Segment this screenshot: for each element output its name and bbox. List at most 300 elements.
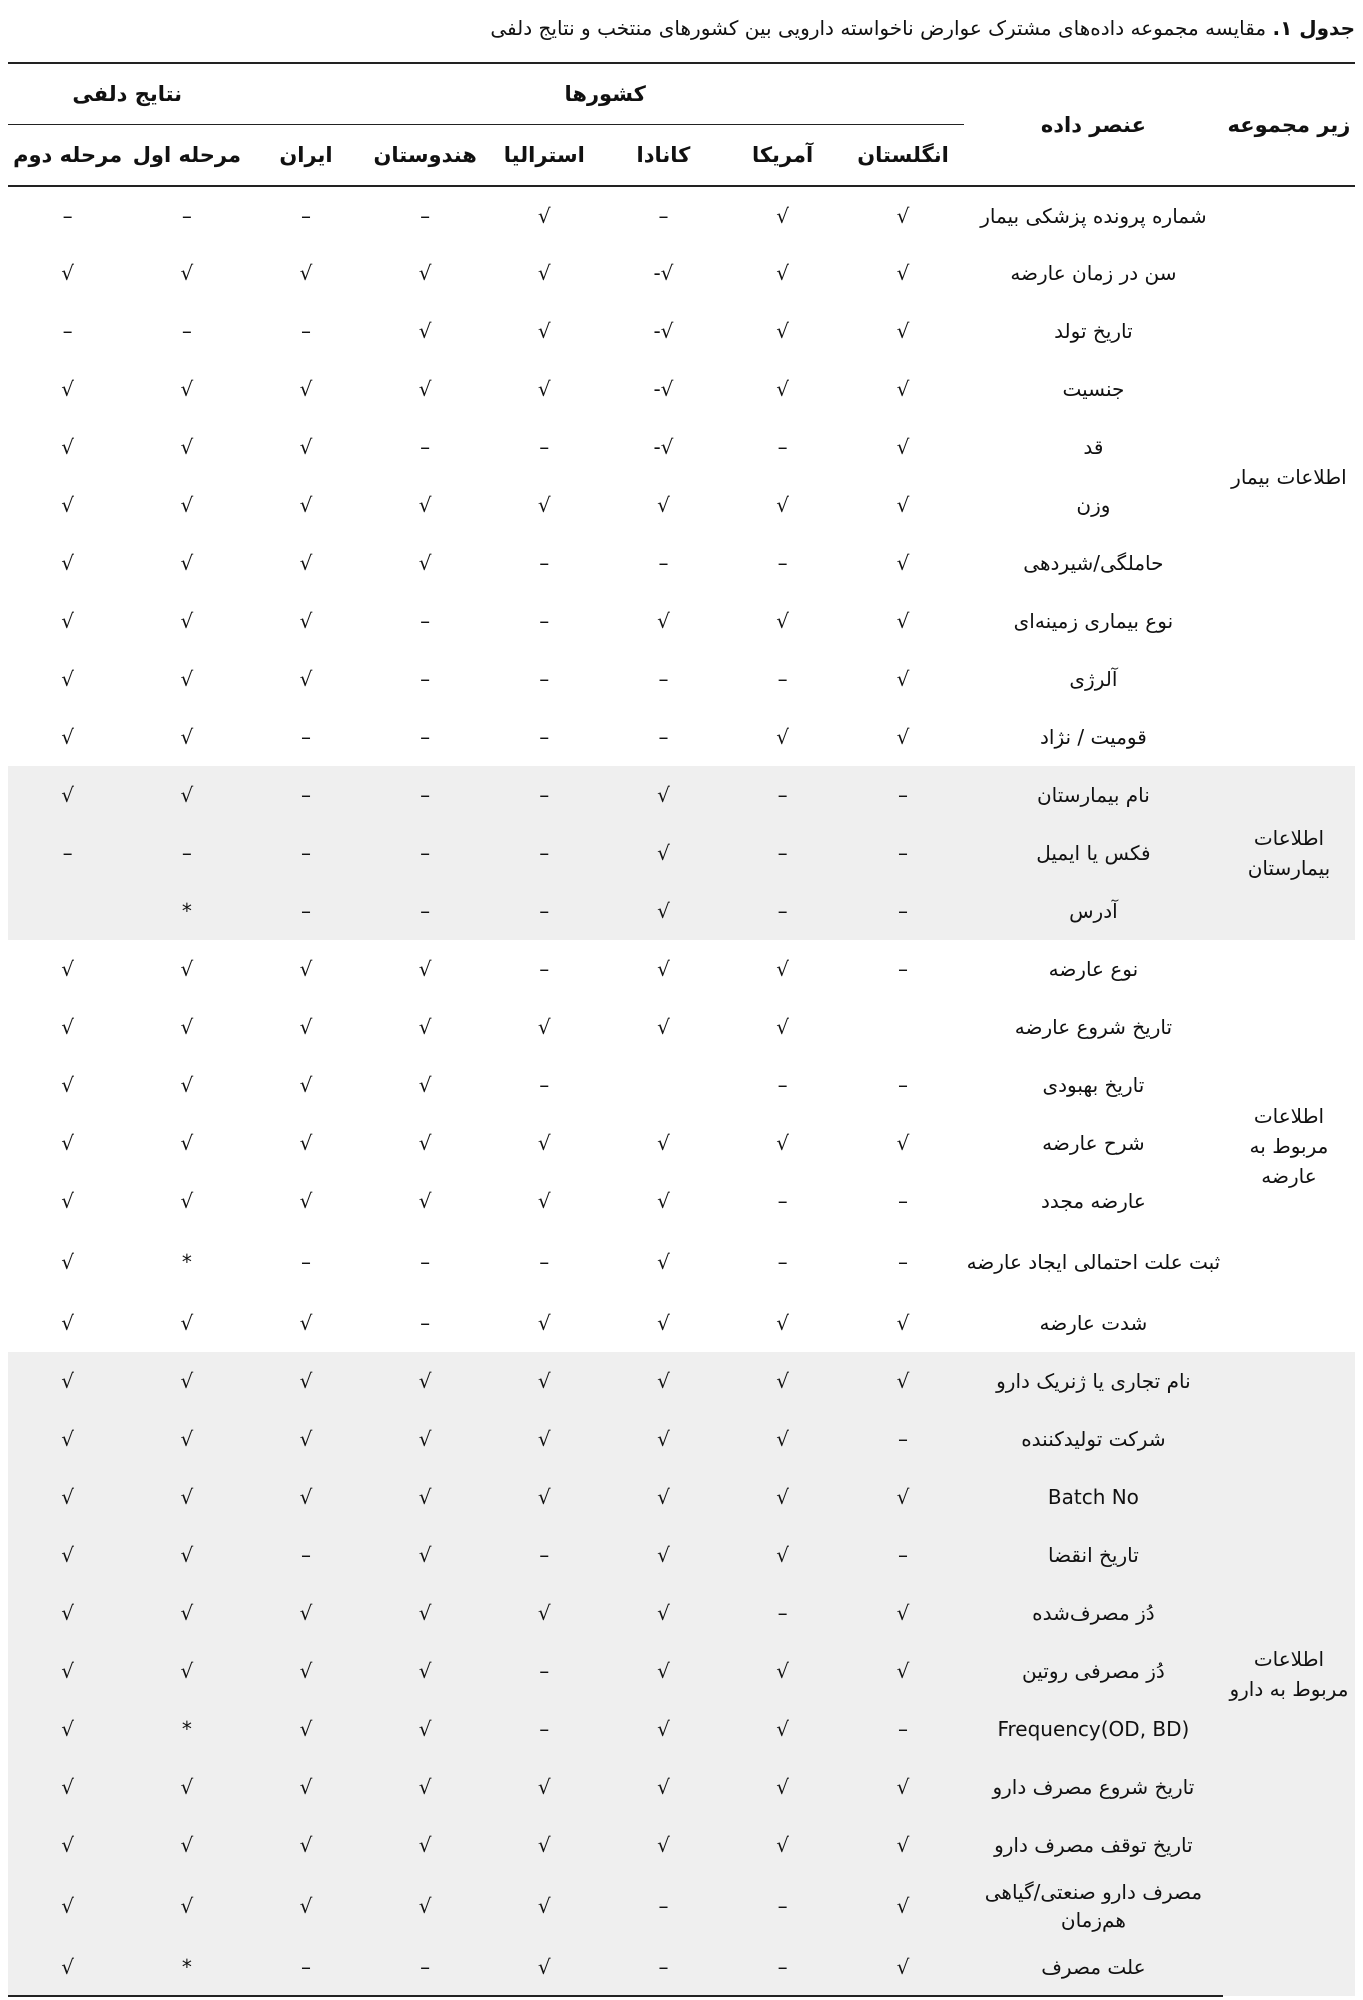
value-cell (246, 1758, 365, 1816)
value-cell (723, 766, 842, 824)
table-row (8, 534, 1355, 592)
value-cell (723, 1230, 842, 1294)
value-cell (127, 766, 246, 824)
value-mark: √ (657, 1015, 670, 1039)
data-item-cell: ثبت علت احتمالی ایجاد عارضه (966, 1250, 1221, 1274)
value-cell (485, 1584, 604, 1642)
value-mark: √ (418, 1369, 432, 1393)
value-cell (366, 360, 485, 418)
value-cell (127, 1758, 246, 1816)
value-cell (604, 476, 723, 534)
value-mark: √ (299, 1485, 313, 1509)
value-mark: – (539, 1073, 550, 1097)
value-cell (366, 418, 485, 476)
value-mark: √ (896, 1659, 910, 1683)
value-mark: √ (61, 957, 75, 981)
value-cell (604, 1294, 723, 1352)
value-cell (604, 1816, 723, 1874)
value-mark: √ (896, 435, 910, 459)
value-cell (723, 1172, 842, 1230)
value-cell (127, 1410, 246, 1468)
value-cell (246, 650, 365, 708)
value-mark: * (181, 1717, 192, 1741)
value-mark: √ (657, 1659, 670, 1683)
value-cell (246, 1584, 365, 1642)
value-mark: – (539, 1717, 550, 1741)
value-mark: – (62, 203, 73, 228)
value-cell (842, 1468, 964, 1526)
value-cell (723, 534, 842, 592)
value-mark: √ (537, 203, 551, 228)
data-item-cell: Frequency(OD, BD) (964, 1700, 1223, 1758)
value-mark: √ (776, 957, 789, 981)
value-cell (842, 1352, 964, 1410)
value-cell (366, 1874, 485, 1938)
value-cell (127, 650, 246, 708)
value-mark: √ (657, 1833, 670, 1857)
value-mark: √ (299, 1717, 313, 1741)
value-mark: √ (657, 1427, 670, 1451)
data-item-cell: تاریخ شروع عارضه (1014, 1015, 1173, 1039)
table-row (8, 998, 1355, 1056)
value-cell (842, 940, 964, 998)
value-mark: √ (299, 551, 313, 575)
value-mark: √ (657, 1601, 670, 1625)
value-cell (604, 1700, 723, 1758)
value-cell (485, 1410, 604, 1468)
value-cell (723, 650, 842, 708)
table-row (8, 418, 1355, 476)
value-mark: √ (537, 1485, 551, 1509)
value-cell (246, 1410, 365, 1468)
value-cell (366, 1700, 485, 1758)
value-cell (842, 650, 964, 708)
value-cell (8, 360, 127, 418)
data-item-cell: قومیت / نژاد (1040, 725, 1147, 749)
value-mark: – (777, 1073, 788, 1097)
value-cell (127, 824, 246, 882)
value-cell (842, 1700, 964, 1758)
value-mark: – (777, 1189, 788, 1213)
value-mark: √ (61, 609, 75, 633)
value-cell (604, 244, 723, 302)
value-mark: √ (896, 377, 910, 401)
table-row (8, 1642, 1355, 1700)
value-mark: √ (61, 1131, 75, 1155)
value-mark: √- (653, 261, 674, 285)
data-item-cell: آدرس (964, 882, 1223, 940)
value-cell (485, 1294, 604, 1352)
value-mark: √ (657, 841, 670, 865)
value-mark: √ (61, 783, 75, 807)
value-cell (604, 650, 723, 708)
value-cell (127, 1938, 246, 1996)
value-cell (366, 534, 485, 592)
value-mark: √ (418, 957, 432, 981)
value-mark: – (898, 1717, 909, 1741)
value-mark: – (539, 1543, 550, 1567)
data-item-cell: تاریخ انقضا (964, 1526, 1223, 1584)
value-cell (485, 940, 604, 998)
value-cell (842, 534, 964, 592)
table-row (8, 940, 1355, 998)
value-mark: √ (896, 261, 910, 285)
value-cell (842, 360, 964, 418)
value-cell (127, 186, 246, 244)
value-mark: √ (180, 667, 194, 691)
value-cell (127, 302, 246, 360)
value-mark: * (181, 1250, 192, 1274)
value-cell (366, 1468, 485, 1526)
value-mark: √ (657, 1717, 670, 1741)
value-mark: √ (776, 1833, 789, 1857)
value-cell (842, 1816, 964, 1874)
value-cell (8, 1056, 127, 1114)
table-row (8, 650, 1355, 708)
value-cell (8, 1410, 127, 1468)
value-mark: √ (776, 203, 789, 228)
value-mark: √ (537, 1311, 551, 1335)
value-cell (8, 998, 127, 1056)
value-mark: √ (657, 1131, 670, 1155)
value-mark: √ (418, 1073, 432, 1097)
value-cell (246, 186, 365, 244)
value-cell (842, 1114, 964, 1172)
value-mark: √ (657, 1250, 670, 1274)
value-mark: √ (537, 493, 551, 517)
value-mark: √ (776, 493, 789, 517)
value-mark: – (420, 609, 431, 633)
value-cell (485, 766, 604, 824)
value-cell (723, 1874, 842, 1938)
value-mark: – (658, 1954, 669, 1979)
value-mark: √ (299, 1369, 313, 1393)
value-mark: √ (776, 377, 789, 401)
value-mark: √ (418, 1717, 432, 1741)
table-row (8, 1700, 1355, 1758)
value-cell (723, 1526, 842, 1584)
value-mark: √ (657, 899, 670, 923)
value-mark: – (777, 435, 788, 459)
value-cell (246, 1172, 365, 1230)
value-mark: √ (537, 261, 551, 285)
value-cell (842, 1938, 964, 1996)
value-mark: √ (896, 1485, 910, 1509)
caption-label: جدول ۱. (1272, 16, 1355, 40)
value-mark: √ (776, 1485, 789, 1509)
table-row (8, 476, 1355, 534)
value-cell (8, 940, 127, 998)
value-mark: – (658, 551, 669, 575)
value-mark: – (420, 725, 431, 749)
value-cell (366, 1294, 485, 1352)
value-cell (604, 708, 723, 766)
table-row (8, 1230, 1355, 1294)
value-mark: √ (537, 1427, 551, 1451)
value-mark: √ (61, 1833, 75, 1857)
value-mark: √ (776, 261, 789, 285)
value-cell (485, 1468, 604, 1526)
header-usa: آمریکا (723, 125, 842, 187)
value-mark: – (898, 1543, 909, 1567)
table-row (8, 1468, 1355, 1526)
value-mark: √ (418, 1601, 432, 1625)
value-mark: – (777, 783, 788, 807)
header-canada: کانادا (604, 125, 723, 187)
value-cell (723, 418, 842, 476)
value-cell (485, 592, 604, 650)
table-row (8, 882, 1355, 940)
value-cell (842, 766, 964, 824)
value-cell (723, 1584, 842, 1642)
value-cell (127, 998, 246, 1056)
value-mark: √- (653, 377, 674, 401)
value-mark: – (898, 1189, 909, 1213)
value-cell (246, 1468, 365, 1526)
value-cell (127, 244, 246, 302)
value-mark: √ (180, 725, 194, 749)
value-mark: √ (61, 1717, 75, 1741)
value-mark: √ (418, 1485, 432, 1509)
table-row (8, 360, 1355, 418)
value-mark: √ (180, 1015, 194, 1039)
table-row (8, 186, 1355, 244)
value-mark: √ (61, 1427, 75, 1451)
value-cell (8, 1874, 127, 1938)
header-item: عنصر داده (964, 63, 1223, 186)
value-mark: √ (537, 1954, 551, 1979)
value-cell (366, 1114, 485, 1172)
value-cell (842, 1526, 964, 1584)
value-mark: √ (896, 1369, 910, 1393)
value-mark: √ (61, 1543, 75, 1567)
value-cell (604, 592, 723, 650)
value-cell (723, 1700, 842, 1758)
value-cell (8, 1758, 127, 1816)
value-mark: √- (653, 319, 674, 343)
value-mark: – (539, 435, 550, 459)
value-mark: √ (299, 609, 313, 633)
value-cell (8, 592, 127, 650)
value-cell (842, 882, 964, 940)
value-cell (723, 998, 842, 1056)
value-cell (604, 534, 723, 592)
value-cell (485, 1172, 604, 1230)
value-cell (127, 476, 246, 534)
subset-cell: اطلاعات مربوط به عارضه (1249, 1104, 1329, 1188)
data-item-cell: Batch No (964, 1468, 1223, 1526)
value-cell (604, 1410, 723, 1468)
value-cell (604, 1172, 723, 1230)
value-cell (127, 708, 246, 766)
value-cell (604, 1114, 723, 1172)
value-cell (8, 1526, 127, 1584)
data-item-cell: مصرف دارو صنعتی/گیاهی هم‌زمان (964, 1874, 1223, 1938)
value-mark: – (539, 667, 550, 691)
value-mark: √ (657, 957, 670, 981)
value-cell (604, 882, 723, 940)
data-item-cell: شماره پرونده پزشکی بیمار (980, 203, 1207, 228)
value-cell (366, 1642, 485, 1700)
value-mark: – (420, 783, 431, 807)
value-mark: √ (299, 435, 313, 459)
value-mark: √ (299, 1073, 313, 1097)
value-cell (366, 1938, 485, 1996)
value-cell (246, 418, 365, 476)
value-mark: √ (180, 1601, 194, 1625)
value-mark: √ (180, 493, 194, 517)
value-cell (485, 360, 604, 418)
value-cell (127, 1816, 246, 1874)
value-cell (723, 476, 842, 534)
value-mark: – (420, 899, 431, 923)
value-mark: – (658, 203, 669, 228)
value-cell (723, 1114, 842, 1172)
table-row (8, 1758, 1355, 1816)
value-mark: – (420, 1311, 431, 1335)
value-mark: – (898, 1250, 909, 1274)
value-cell (604, 1584, 723, 1642)
value-cell (127, 1294, 246, 1352)
value-mark: √ (61, 1894, 75, 1918)
value-mark: √ (537, 1775, 551, 1799)
value-mark: √ (180, 1427, 194, 1451)
value-mark: √ (180, 1369, 194, 1393)
value-mark: √ (61, 377, 75, 401)
value-cell (604, 418, 723, 476)
value-mark: √ (537, 1833, 551, 1857)
data-item-cell: نوع عارضه (1048, 957, 1139, 981)
value-cell (485, 1642, 604, 1700)
value-cell (723, 708, 842, 766)
value-mark: – (539, 841, 550, 865)
value-mark: √ (776, 1659, 789, 1683)
value-cell (485, 534, 604, 592)
table-row (8, 1410, 1355, 1468)
table-row (8, 1874, 1355, 1938)
value-mark: – (898, 783, 909, 807)
value-cell (246, 1114, 365, 1172)
value-mark: √ (896, 1131, 910, 1155)
value-mark: √ (61, 1311, 75, 1335)
value-mark: – (539, 1659, 550, 1683)
value-mark: √ (299, 1311, 313, 1335)
value-cell (8, 1172, 127, 1230)
value-cell (723, 1410, 842, 1468)
value-mark: – (301, 1543, 311, 1567)
value-mark: √ (299, 1427, 313, 1451)
value-cell (8, 1700, 127, 1758)
value-mark: – (777, 899, 788, 923)
value-cell (246, 940, 365, 998)
value-cell (127, 1172, 246, 1230)
value-cell (366, 1526, 485, 1584)
value-cell (246, 1352, 365, 1410)
value-cell (485, 1700, 604, 1758)
value-mark: – (539, 551, 550, 575)
value-mark: – (539, 609, 550, 633)
value-mark: √ (537, 1894, 551, 1918)
value-mark: √ (180, 1485, 194, 1509)
value-mark: √ (299, 1601, 313, 1625)
value-mark: √ (180, 261, 194, 285)
table-caption (490, 16, 1355, 40)
value-mark: √ (61, 1189, 75, 1213)
value-cell (366, 244, 485, 302)
value-mark: √ (180, 1659, 194, 1683)
table-row (8, 1172, 1355, 1230)
value-mark: – (539, 899, 550, 923)
header-subset: زیر مجموعه (1223, 63, 1355, 186)
value-cell (723, 592, 842, 650)
value-cell (485, 998, 604, 1056)
value-mark: – (420, 667, 431, 691)
value-mark: √ (776, 1311, 789, 1335)
data-item-cell: حاملگی/شیردهی (1023, 551, 1164, 575)
value-cell (8, 1352, 127, 1410)
value-cell (723, 1642, 842, 1700)
value-mark: √ (180, 609, 194, 633)
value-cell (723, 1938, 842, 1996)
value-mark: √ (299, 1833, 313, 1857)
value-cell (246, 882, 365, 940)
value-cell (8, 824, 127, 882)
value-cell (127, 534, 246, 592)
value-cell (8, 650, 127, 708)
value-cell (604, 1758, 723, 1816)
value-cell (8, 882, 127, 940)
value-mark: √ (776, 1717, 789, 1741)
value-cell (246, 476, 365, 534)
value-mark: √ (299, 1894, 313, 1918)
value-cell (723, 882, 842, 940)
caption-text: مقایسه مجموعه داده‌های مشترک عوارض ناخواسته دارویی بین کشورهای منتخب و نتایج دلفی (490, 16, 1273, 40)
value-cell (127, 1642, 246, 1700)
value-mark: √ (180, 1894, 194, 1918)
value-cell (366, 650, 485, 708)
data-item-cell: عارضه مجدد (1041, 1189, 1146, 1213)
value-mark: √ (776, 1015, 789, 1039)
value-mark: – (181, 203, 192, 228)
value-cell (246, 1874, 365, 1938)
table-row (8, 1526, 1355, 1584)
header-australia: استرالیا (485, 125, 604, 187)
value-cell (723, 1758, 842, 1816)
value-cell (366, 998, 485, 1056)
value-mark: √ (61, 551, 75, 575)
value-mark: √ (61, 1250, 75, 1274)
value-cell (485, 186, 604, 244)
value-cell (842, 1410, 964, 1468)
value-cell (246, 824, 365, 882)
value-mark: √ (657, 1543, 670, 1567)
data-item-cell: تاریخ شروع مصرف دارو (964, 1758, 1223, 1816)
value-cell (8, 1816, 127, 1874)
value-cell (366, 766, 485, 824)
table-row (8, 1056, 1355, 1114)
value-cell (246, 592, 365, 650)
value-mark: √ (896, 1833, 910, 1857)
value-cell (366, 1172, 485, 1230)
table-row (8, 766, 1355, 824)
value-cell (366, 824, 485, 882)
value-mark: √ (61, 667, 75, 691)
value-mark: √ (537, 1601, 551, 1625)
value-mark: √ (657, 493, 670, 517)
value-cell (366, 1816, 485, 1874)
value-cell (8, 534, 127, 592)
data-item-cell: جنسیت (1062, 377, 1125, 401)
